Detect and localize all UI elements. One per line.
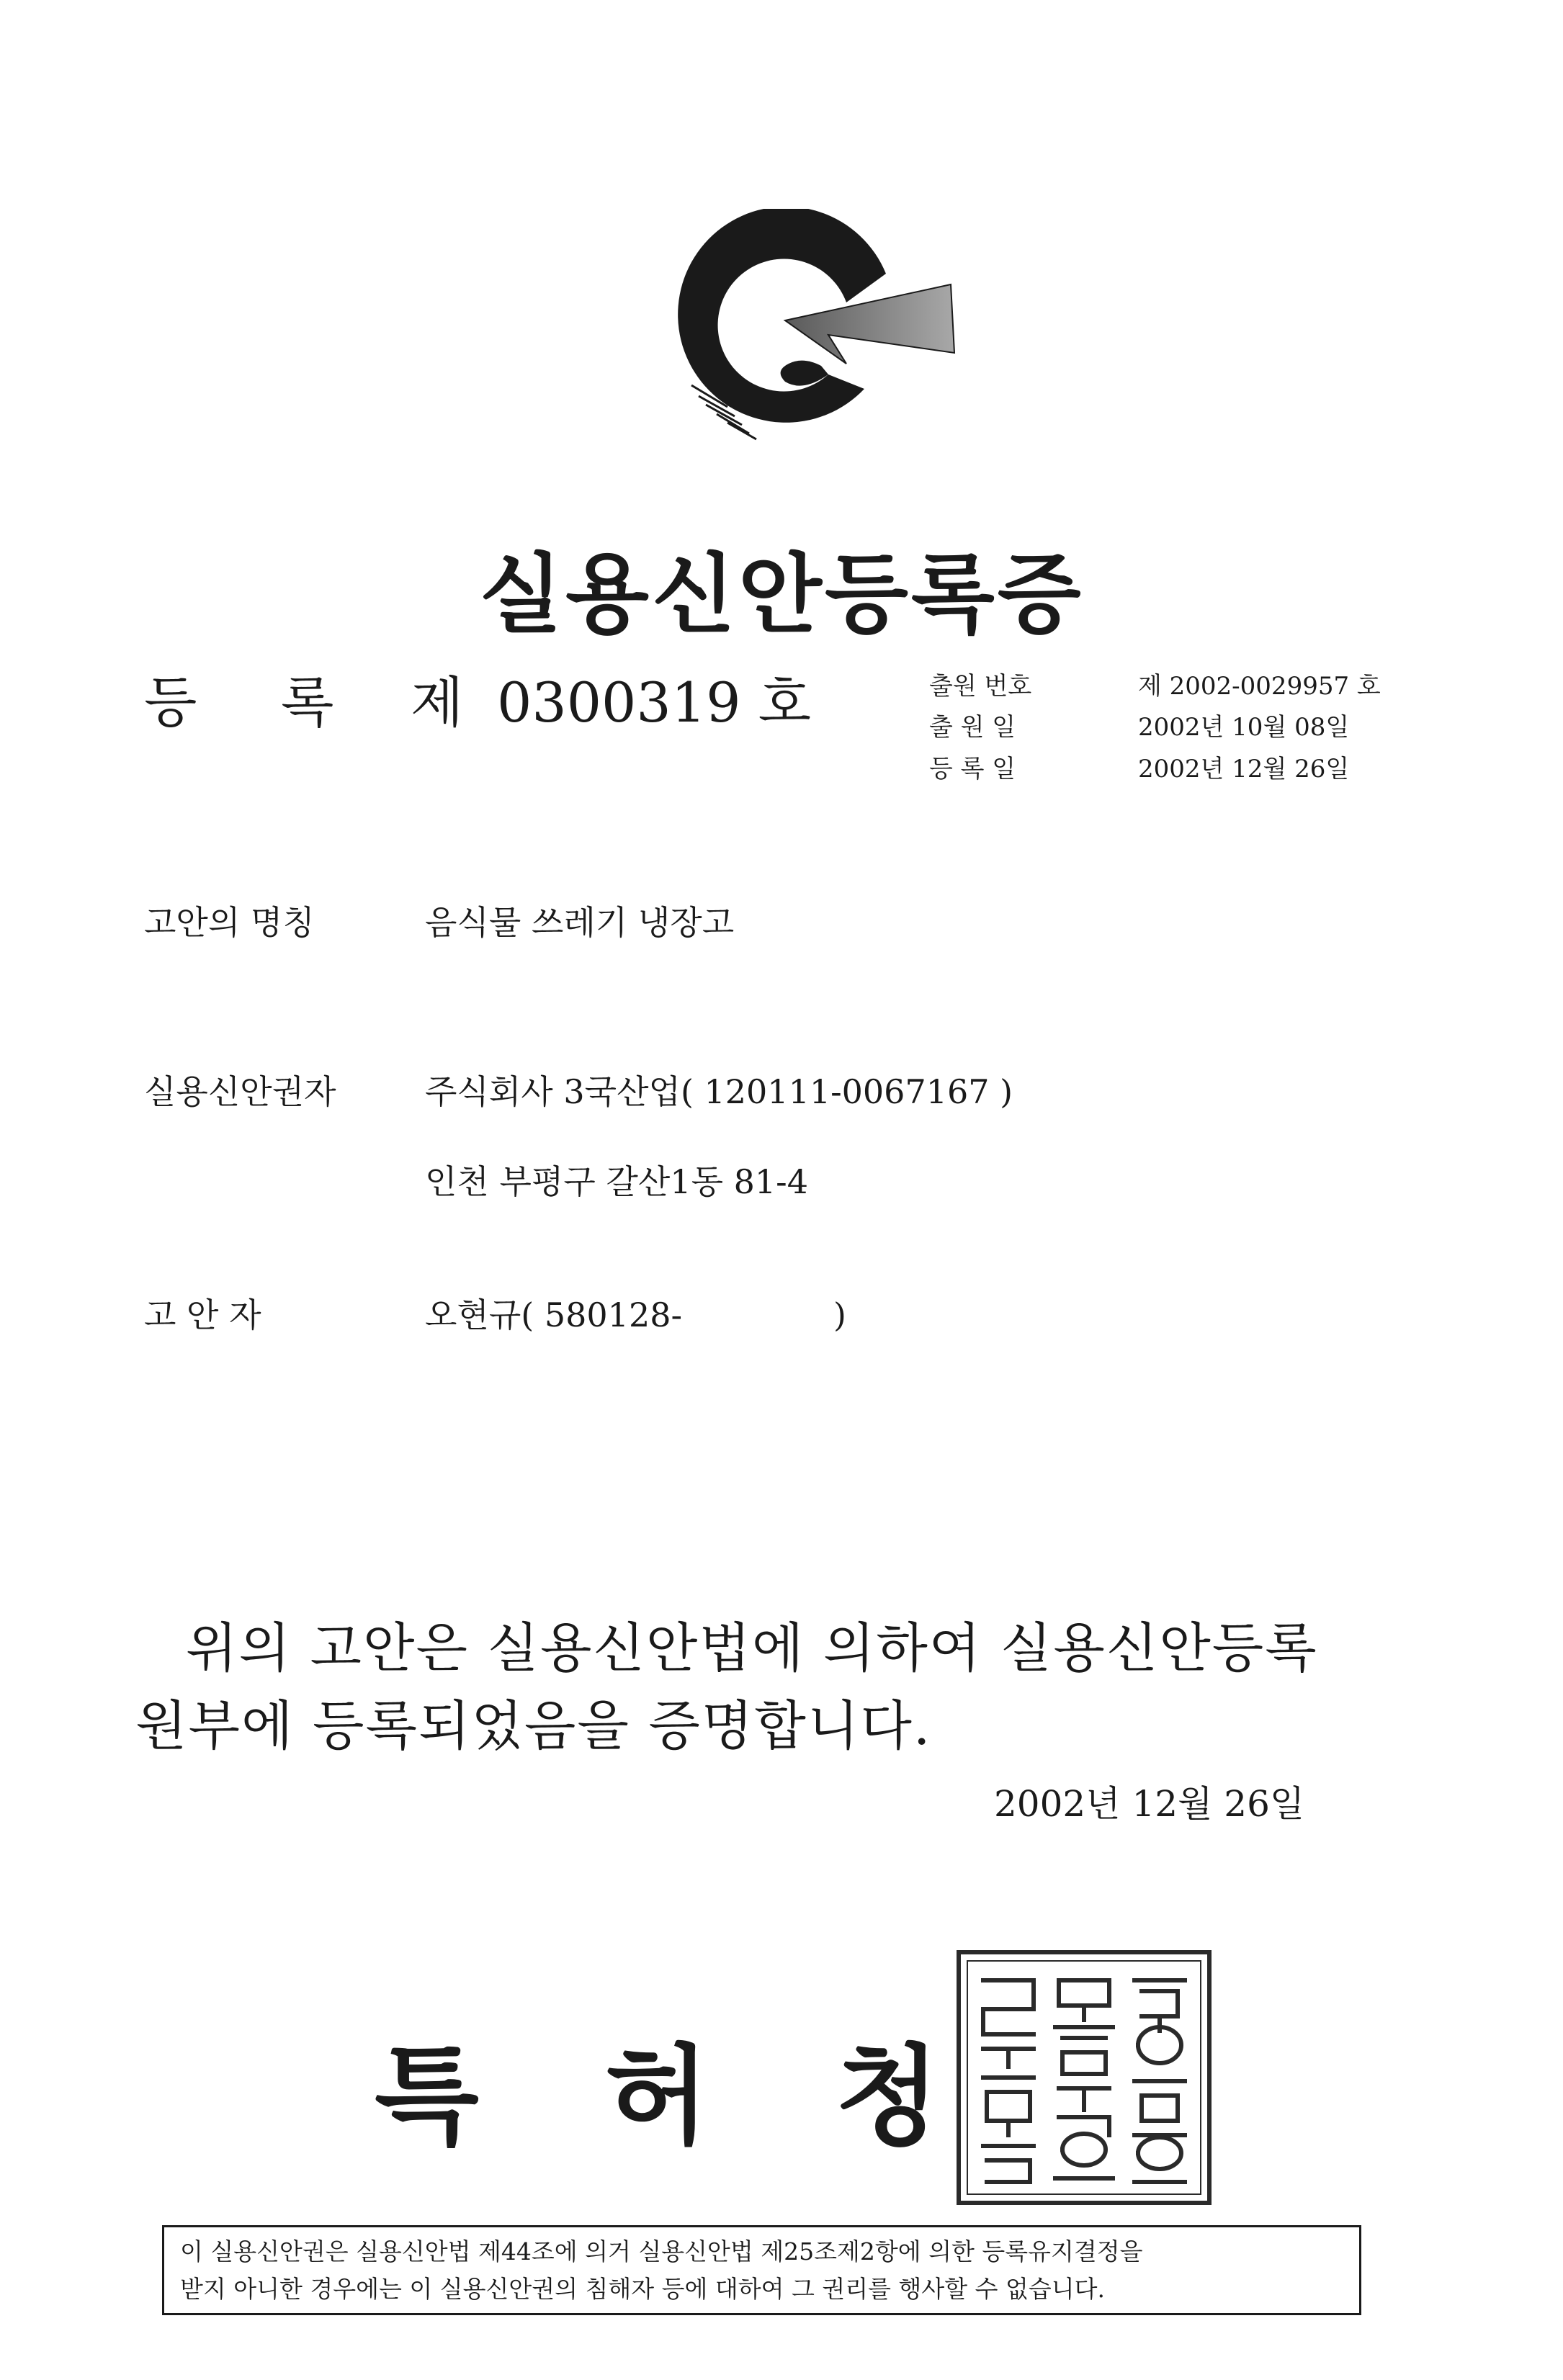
registration-label-1: 등 — [144, 670, 197, 735]
statement-line-2: 원부에 등록되었음을 증명합니다. — [135, 1695, 932, 1757]
registration-label-3: 제 — [411, 670, 464, 735]
statement-line-1: 위의 고안은 실용신안법에 의하여 실용신안등록 — [186, 1617, 1318, 1679]
registration-number-value: 0300319 — [497, 670, 741, 735]
certification-statement — [135, 1609, 1418, 1765]
office-char-1: 특 — [375, 2034, 479, 2160]
device-name-label: 고안의 명칭 — [144, 903, 315, 942]
registration-suffix: 호 — [758, 670, 812, 735]
application-date-label: 출 원 일 — [929, 713, 1016, 742]
registration-number — [144, 659, 811, 737]
legal-notice-box — [162, 2225, 1361, 2315]
inventor-value-text: 오현규( 580128- — [425, 1295, 683, 1334]
certificate-title: 실용신안등록증 — [479, 545, 1084, 645]
notice-line-1: 이 실용신안권은 실용신안법 제44조에 의거 실용신안법 제25조제2항에 의한 등록유지결정을 — [180, 2237, 1143, 2266]
holder-value: 주식회사 3국산업( 120111-0067167 ) — [425, 1072, 1013, 1111]
office-char-2: 허 — [605, 2034, 709, 2160]
holder-address: 인천 부평구 갈산1동 81-4 — [425, 1162, 808, 1201]
application-date-value: 2002년 10월 08일 — [1138, 713, 1350, 742]
registration-label-2: 록 — [281, 670, 334, 735]
application-number-label: 출원 번호 — [929, 672, 1032, 701]
official-seal-stamp — [954, 1948, 1214, 2207]
office-char-3: 청 — [836, 2034, 940, 2160]
government-emblem-logo — [648, 209, 980, 468]
registration-date-value: 2002년 12월 26일 — [1138, 755, 1350, 783]
holder-label: 실용신안권자 — [144, 1072, 336, 1111]
application-number-value: 제 2002-0029957 호 — [1138, 672, 1381, 701]
inventor-label: 고 안 자 — [144, 1295, 261, 1334]
notice-line-2: 받지 아니한 경우에는 이 실용신안권의 침해자 등에 대하여 그 권리를 행사할 수 없습니다. — [180, 2275, 1105, 2303]
inventor-value: 오현규( 580128- ) — [425, 1295, 846, 1334]
device-name-value: 음식물 쓰레기 냉장고 — [425, 903, 735, 942]
registration-date-label: 등 록 일 — [929, 755, 1016, 783]
issue-date: 2002년 12월 26일 — [994, 1783, 1305, 1825]
